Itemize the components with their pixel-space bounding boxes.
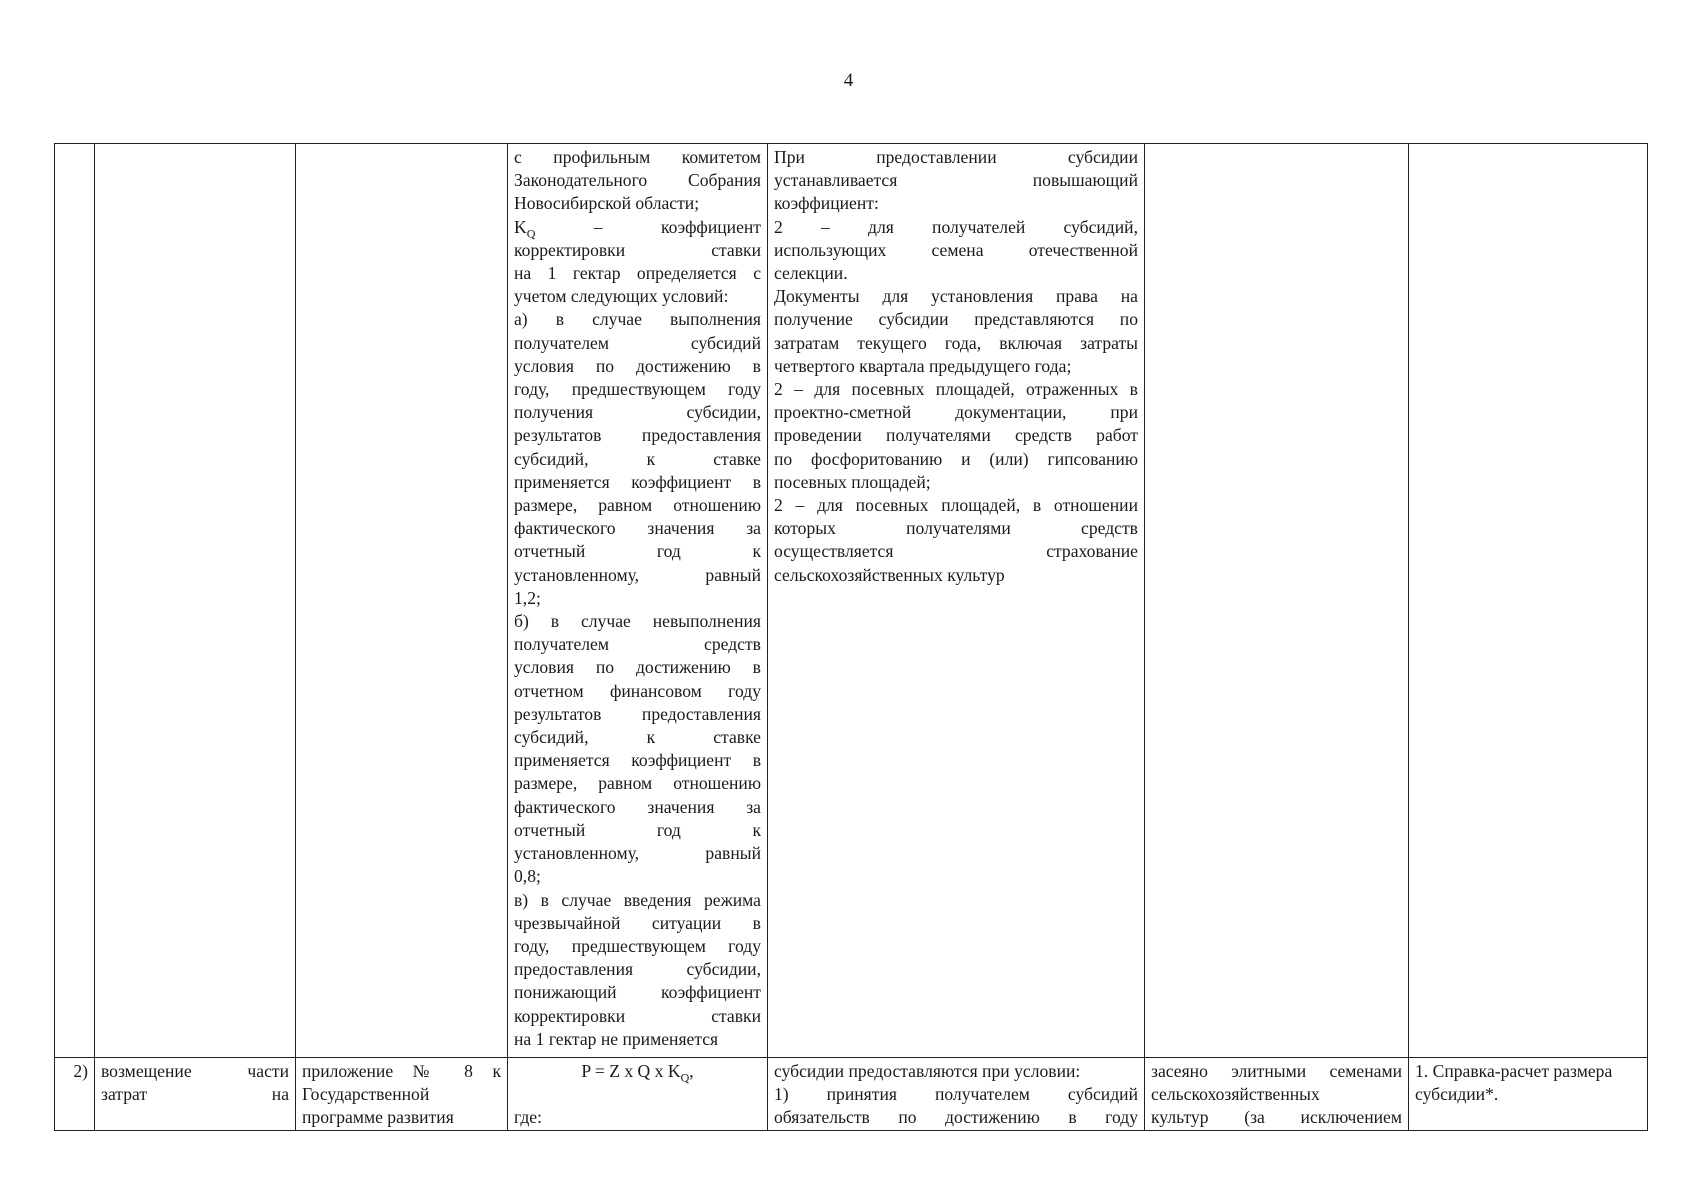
- text-line: размере, равном отношению: [514, 773, 761, 794]
- text-line: понижающий коэффициент: [514, 982, 761, 1003]
- table-row: [55, 144, 1648, 1058]
- row1-name-cell: [95, 144, 296, 1058]
- formula-where: где:: [514, 1107, 542, 1128]
- text-line: селекции.: [774, 263, 848, 284]
- text-line: корректировки ставки: [514, 239, 761, 260]
- text-line: проектно-сметной документации, при: [774, 402, 1138, 423]
- row2-requirements-cell: [1145, 1058, 1409, 1131]
- text-line: получателем средств: [514, 634, 761, 655]
- text-line: 2 – для посевных площадей, отраженных в: [774, 379, 1138, 400]
- row2-basis-cell: [296, 1058, 508, 1131]
- text-line: Законодательного Собрания: [514, 170, 761, 191]
- row2-conditions-cell: [768, 1058, 1145, 1131]
- text-line: сельскохозяйственных культур: [774, 564, 1005, 585]
- text-line: учетом следующих условий:: [514, 286, 729, 307]
- text-line: по фосфоритованию и (или) гипсованию: [774, 448, 1138, 469]
- row1-conditions-cell: [768, 144, 1145, 1058]
- text-line: Государственной: [302, 1084, 430, 1105]
- text-line: в) в случае введения режима: [514, 889, 761, 910]
- text-line: б) в случае невыполнения: [514, 611, 761, 632]
- table-row: [55, 1058, 1648, 1131]
- text-line: субсидии предоставляются при условии:: [774, 1061, 1081, 1081]
- text-line: четвертого квартала предыдущего года;: [774, 355, 1072, 376]
- text-line: установленному, равный: [514, 843, 761, 864]
- text-line: проведении получателями средств работ: [774, 425, 1138, 446]
- text-line: 0,8;: [514, 866, 541, 887]
- text-line: субсидий, к ставке: [514, 448, 761, 469]
- text-line: затратам текущего года, включая затраты: [774, 332, 1138, 353]
- text-line: которых получателями средств: [774, 518, 1138, 539]
- text-line: приложение № 8 к: [302, 1061, 501, 1081]
- text-line: обязательств по достижению в году: [774, 1107, 1138, 1128]
- text-line: с профильным комитетом: [514, 147, 761, 167]
- row1-formula-cell: [508, 144, 768, 1058]
- text-line: получения субсидии,: [514, 402, 761, 423]
- text-line: результатов предоставления: [514, 425, 761, 446]
- text-line: субсидий, к ставке: [514, 727, 761, 748]
- text-line: 1,2;: [514, 587, 541, 608]
- row2-formula-cell: [508, 1058, 768, 1131]
- formula: P = Z x Q x $K_Q$,: [581, 1061, 694, 1085]
- text-line: устанавливается повышающий: [774, 170, 1138, 191]
- text-line: году, предшествующем году: [514, 379, 761, 400]
- text-line: получение субсидии представляются по: [774, 309, 1138, 330]
- text-line: использующих семена отечественной: [774, 239, 1138, 260]
- text-line: чрезвычайной ситуации в: [514, 912, 761, 933]
- text-line: затрат на: [101, 1084, 289, 1105]
- text-line: посевных площадей;: [774, 471, 931, 492]
- text-line: на 1 гектар не применяется: [514, 1028, 719, 1049]
- page-number: 4: [843, 70, 854, 91]
- text-line: 1. Справка-расчет размера: [1415, 1061, 1613, 1081]
- text-line: сельскохозяйственных: [1151, 1084, 1320, 1105]
- row2-name-cell: [95, 1058, 296, 1131]
- text-line: осуществляется страхование: [774, 541, 1138, 562]
- text-line: 2 – для получателей субсидий,: [774, 216, 1138, 237]
- text-line: применяется коэффициент в: [514, 750, 761, 771]
- text-line: При предоставлении субсидии: [774, 147, 1138, 167]
- text-line: отчетный год к: [514, 541, 761, 562]
- text-line: получателем субсидий: [514, 332, 761, 353]
- text-line: корректировки ставки: [514, 1005, 761, 1026]
- text-line: установленному, равный: [514, 564, 761, 585]
- text-line: условия по достижению в: [514, 355, 761, 376]
- text-line: результатов предоставления: [514, 703, 761, 724]
- text-line: возмещение части: [101, 1061, 289, 1081]
- text-line: предоставления субсидии,: [514, 959, 761, 980]
- text-line: $K_Q$ – коэффициент: [514, 216, 761, 241]
- text-line: 1) принятия получателем субсидий: [774, 1084, 1138, 1105]
- text-line: отчетный год к: [514, 819, 761, 840]
- row1-number-cell: [55, 144, 95, 1058]
- row2-documents-cell: [1409, 1058, 1648, 1131]
- text-line: фактического значения за: [514, 518, 761, 539]
- text-line: размере, равном отношению: [514, 495, 761, 516]
- text-line: коэффициент:: [774, 193, 879, 214]
- text-line: применяется коэффициент в: [514, 471, 761, 492]
- text-line: 2 – для посевных площадей, в отношении: [774, 495, 1138, 516]
- text-line: Новосибирской области;: [514, 193, 700, 214]
- text-line: году, предшествующем году: [514, 935, 761, 956]
- text-line: а) в случае выполнения: [514, 309, 761, 330]
- text-line: культур (за исключением: [1151, 1107, 1402, 1128]
- text-line: программе развития: [302, 1107, 454, 1128]
- text-line: субсидии*.: [1415, 1084, 1499, 1105]
- text-line: фактического значения за: [514, 796, 761, 817]
- text-line: отчетном финансовом году: [514, 680, 761, 701]
- text-line: на 1 гектар определяется с: [514, 263, 761, 284]
- text-line: засеяно элитными семенами: [1151, 1061, 1402, 1081]
- row2-number-cell: 2): [55, 1058, 95, 1131]
- document-table: [54, 143, 1648, 1131]
- row1-basis-cell: [296, 144, 508, 1058]
- text-line: Документы для установления права на: [774, 286, 1138, 307]
- text-line: условия по достижению в: [514, 657, 761, 678]
- row1-documents-cell: [1409, 144, 1648, 1058]
- row1-requirements-cell: [1145, 144, 1409, 1058]
